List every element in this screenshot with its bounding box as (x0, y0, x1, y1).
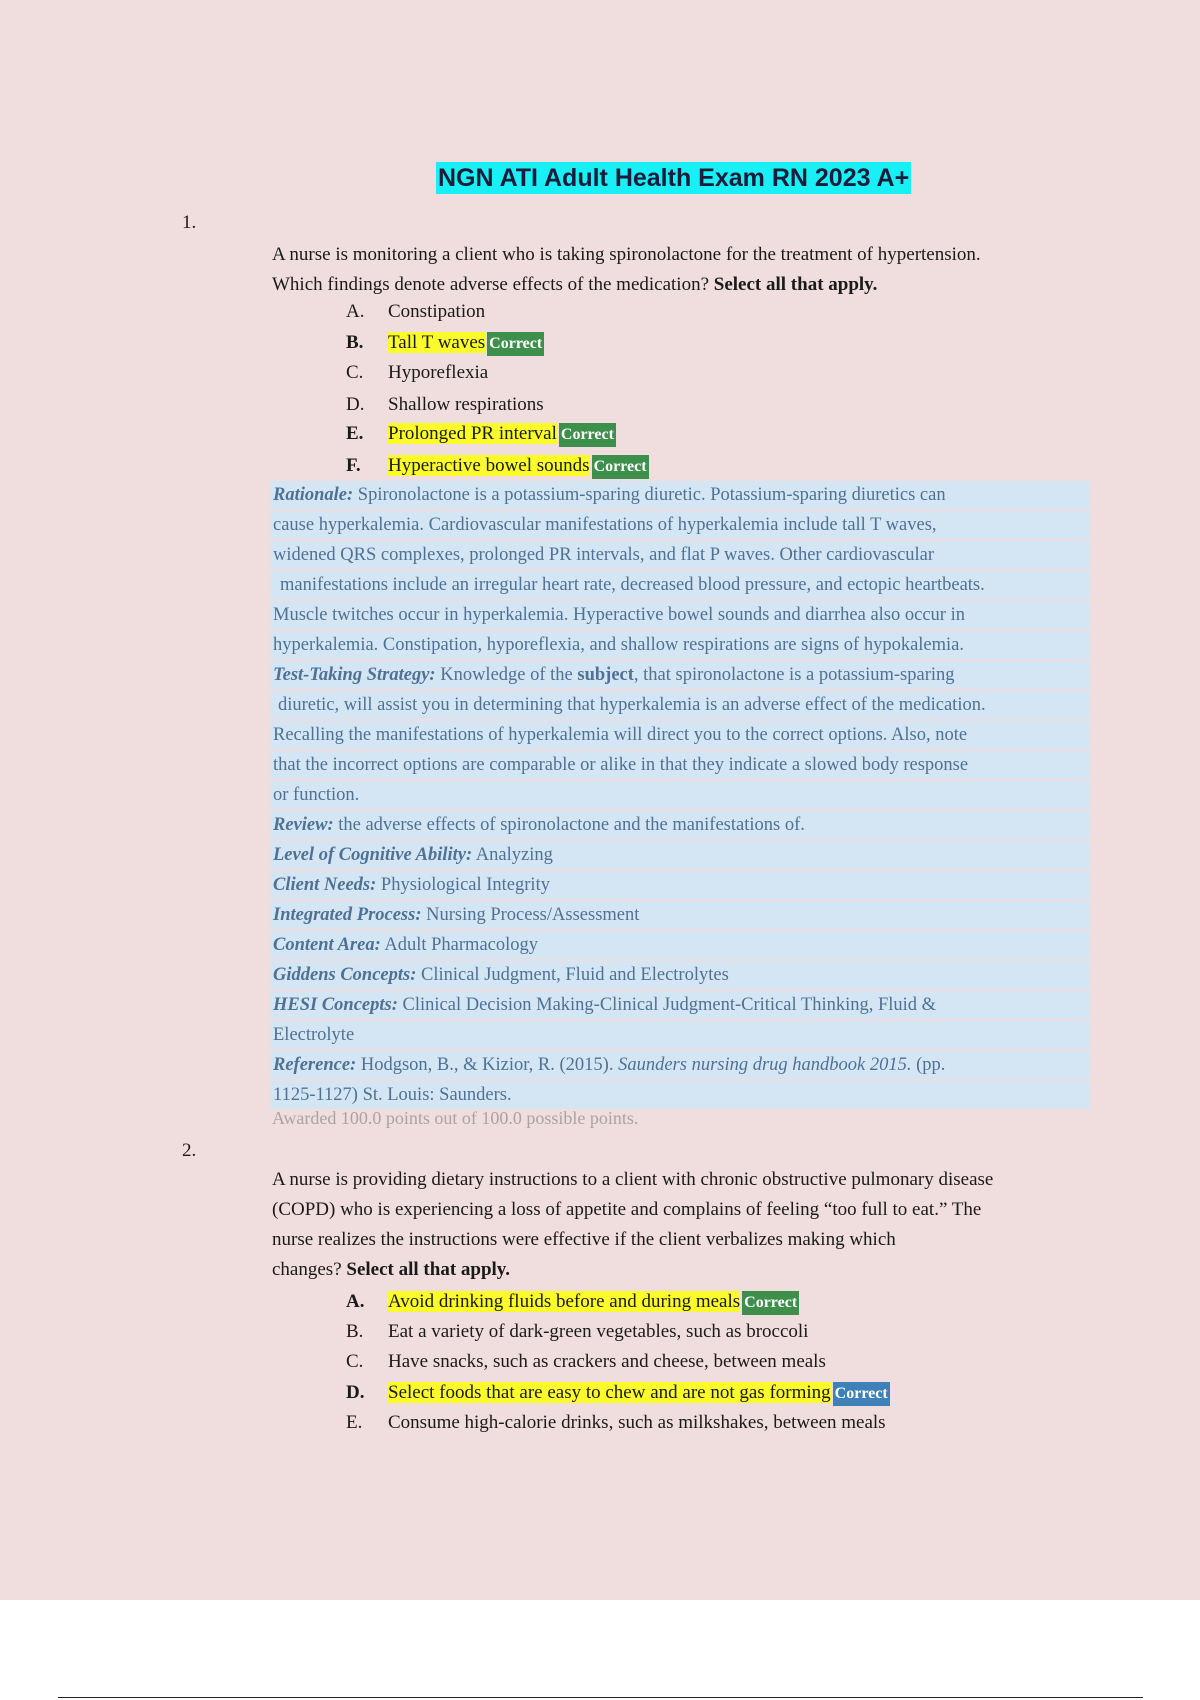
cognitive-level-line: Level of Cognitive Ability: Analyzing (270, 841, 1090, 869)
correct-badge: Correct (559, 423, 616, 447)
correct-badge: Correct (833, 1382, 890, 1406)
answer-option-d[interactable]: D. Select foods that are easy to chew and are not gas forming Correct (346, 1379, 890, 1407)
correct-badge: Correct (592, 455, 649, 479)
giddens-line: Giddens Concepts: Clinical Judgment, Fluid and Electrolytes (270, 961, 1090, 989)
reference-line: Reference: Hodgson, B., & Kizior, R. (2015). Saunders nursing drug handbook 2015. (pp. (270, 1051, 1090, 1079)
stem-line: changes? Select all that apply. (272, 1259, 511, 1280)
hesi-line: HESI Concepts: Clinical Decision Making-Clinical Judgment-Critical Thinking, Fluid & (270, 991, 1090, 1019)
client-needs-line: Client Needs: Physiological Integrity (270, 871, 1090, 899)
question-stem (272, 1165, 1092, 1285)
rationale-line: Muscle twitches occur in hyperkalemia. Hyperactive bowel sounds and diarrhea also occur in (270, 601, 1090, 629)
rationale-line: widened QRS complexes, prolonged PR intervals, and flat P waves. Other cardiovascular (270, 541, 1090, 569)
rationale-line: hyperkalemia. Constipation, hyporeflexia, and shallow respirations are signs of hypokalemia. (270, 631, 1090, 659)
select-all-instruction: Select all that apply. (346, 1259, 511, 1280)
answer-option-c[interactable]: C. Hyporeflexia (346, 362, 489, 383)
question-stem (272, 240, 1092, 300)
stem-line: A nurse is providing dietary instructions to a client with chronic obstructive pulmonary disease (272, 1169, 994, 1190)
select-all-instruction: Select all that apply. (713, 274, 878, 295)
stem-line: (COPD) who is experiencing a loss of appetite and complains of feeling “too full to eat.” The (272, 1199, 982, 1220)
strategy-line: or function. (270, 781, 1090, 809)
rationale-line: Rationale: Spironolactone is a potassium-sparing diuretic. Potassium-sparing diuretics can (270, 481, 1090, 509)
content-area-line: Content Area: Adult Pharmacology (270, 931, 1090, 959)
hesi-line: Electrolyte (270, 1021, 1090, 1049)
answer-option-e[interactable]: E. Consume high-calorie drinks, such as milkshakes, between meals (346, 1412, 886, 1433)
stem-line: Which findings denote adverse effects of the medication? Select all that apply. (272, 274, 878, 295)
rationale-line: cause hyperkalemia. Cardiovascular manifestations of hyperkalemia include tall T waves, (270, 511, 1090, 539)
strategy-line: Recalling the manifestations of hyperkalemia will direct you to the correct options. Also, note (270, 721, 1090, 749)
footer-divider (58, 1697, 1143, 1698)
strategy-line: Test-Taking Strategy: Knowledge of the subject, that spironolactone is a potassium-sparing (270, 661, 1090, 689)
awarded-points: Awarded 100.0 points out of 100.0 possible points. (272, 1108, 639, 1128)
stem-line: nurse realizes the instructions were effective if the client verbalizes making which (272, 1229, 896, 1250)
rationale-line: manifestations include an irregular heart rate, decreased blood pressure, and ectopic heartbeats. (270, 571, 1090, 599)
answer-option-b[interactable]: B. Tall T waves Correct (346, 329, 544, 357)
stem-line: A nurse is monitoring a client who is taking spironolactone for the treatment of hypertension. (272, 244, 981, 265)
question-number: 1. (182, 212, 197, 233)
strategy-line: that the incorrect options are comparable or alike in that they indicate a slowed body response (270, 751, 1090, 779)
reference-line: 1125-1127) St. Louis: Saunders. (270, 1081, 1090, 1109)
document-title: NGN ATI Adult Health Exam RN 2023 A+ (438, 164, 910, 192)
answer-option-c[interactable]: C. Have snacks, such as crackers and cheese, between meals (346, 1351, 826, 1372)
review-line: Review: the adverse effects of spironolactone and the manifestations of. (270, 811, 1090, 839)
answer-option-f[interactable]: F. Hyperactive bowel sounds Correct (346, 452, 649, 480)
answer-option-d[interactable]: D. Shallow respirations (346, 394, 544, 415)
question-number: 2. (182, 1140, 197, 1161)
answer-option-a[interactable]: A. Constipation (346, 301, 486, 322)
correct-badge: Correct (742, 1291, 799, 1315)
integrated-process-line: Integrated Process: Nursing Process/Assessment (270, 901, 1090, 929)
answer-option-b[interactable]: B. Eat a variety of dark-green vegetables, such as broccoli (346, 1321, 809, 1342)
strategy-line: diuretic, will assist you in determining that hyperkalemia is an adverse effect of the medication. (270, 691, 1090, 719)
answer-option-a[interactable]: A. Avoid drinking fluids before and during meals Correct (346, 1288, 799, 1316)
correct-badge: Correct (487, 332, 544, 356)
rationale-block (270, 479, 1090, 1109)
answer-option-e[interactable]: E. Prolonged PR interval Correct (346, 420, 616, 448)
